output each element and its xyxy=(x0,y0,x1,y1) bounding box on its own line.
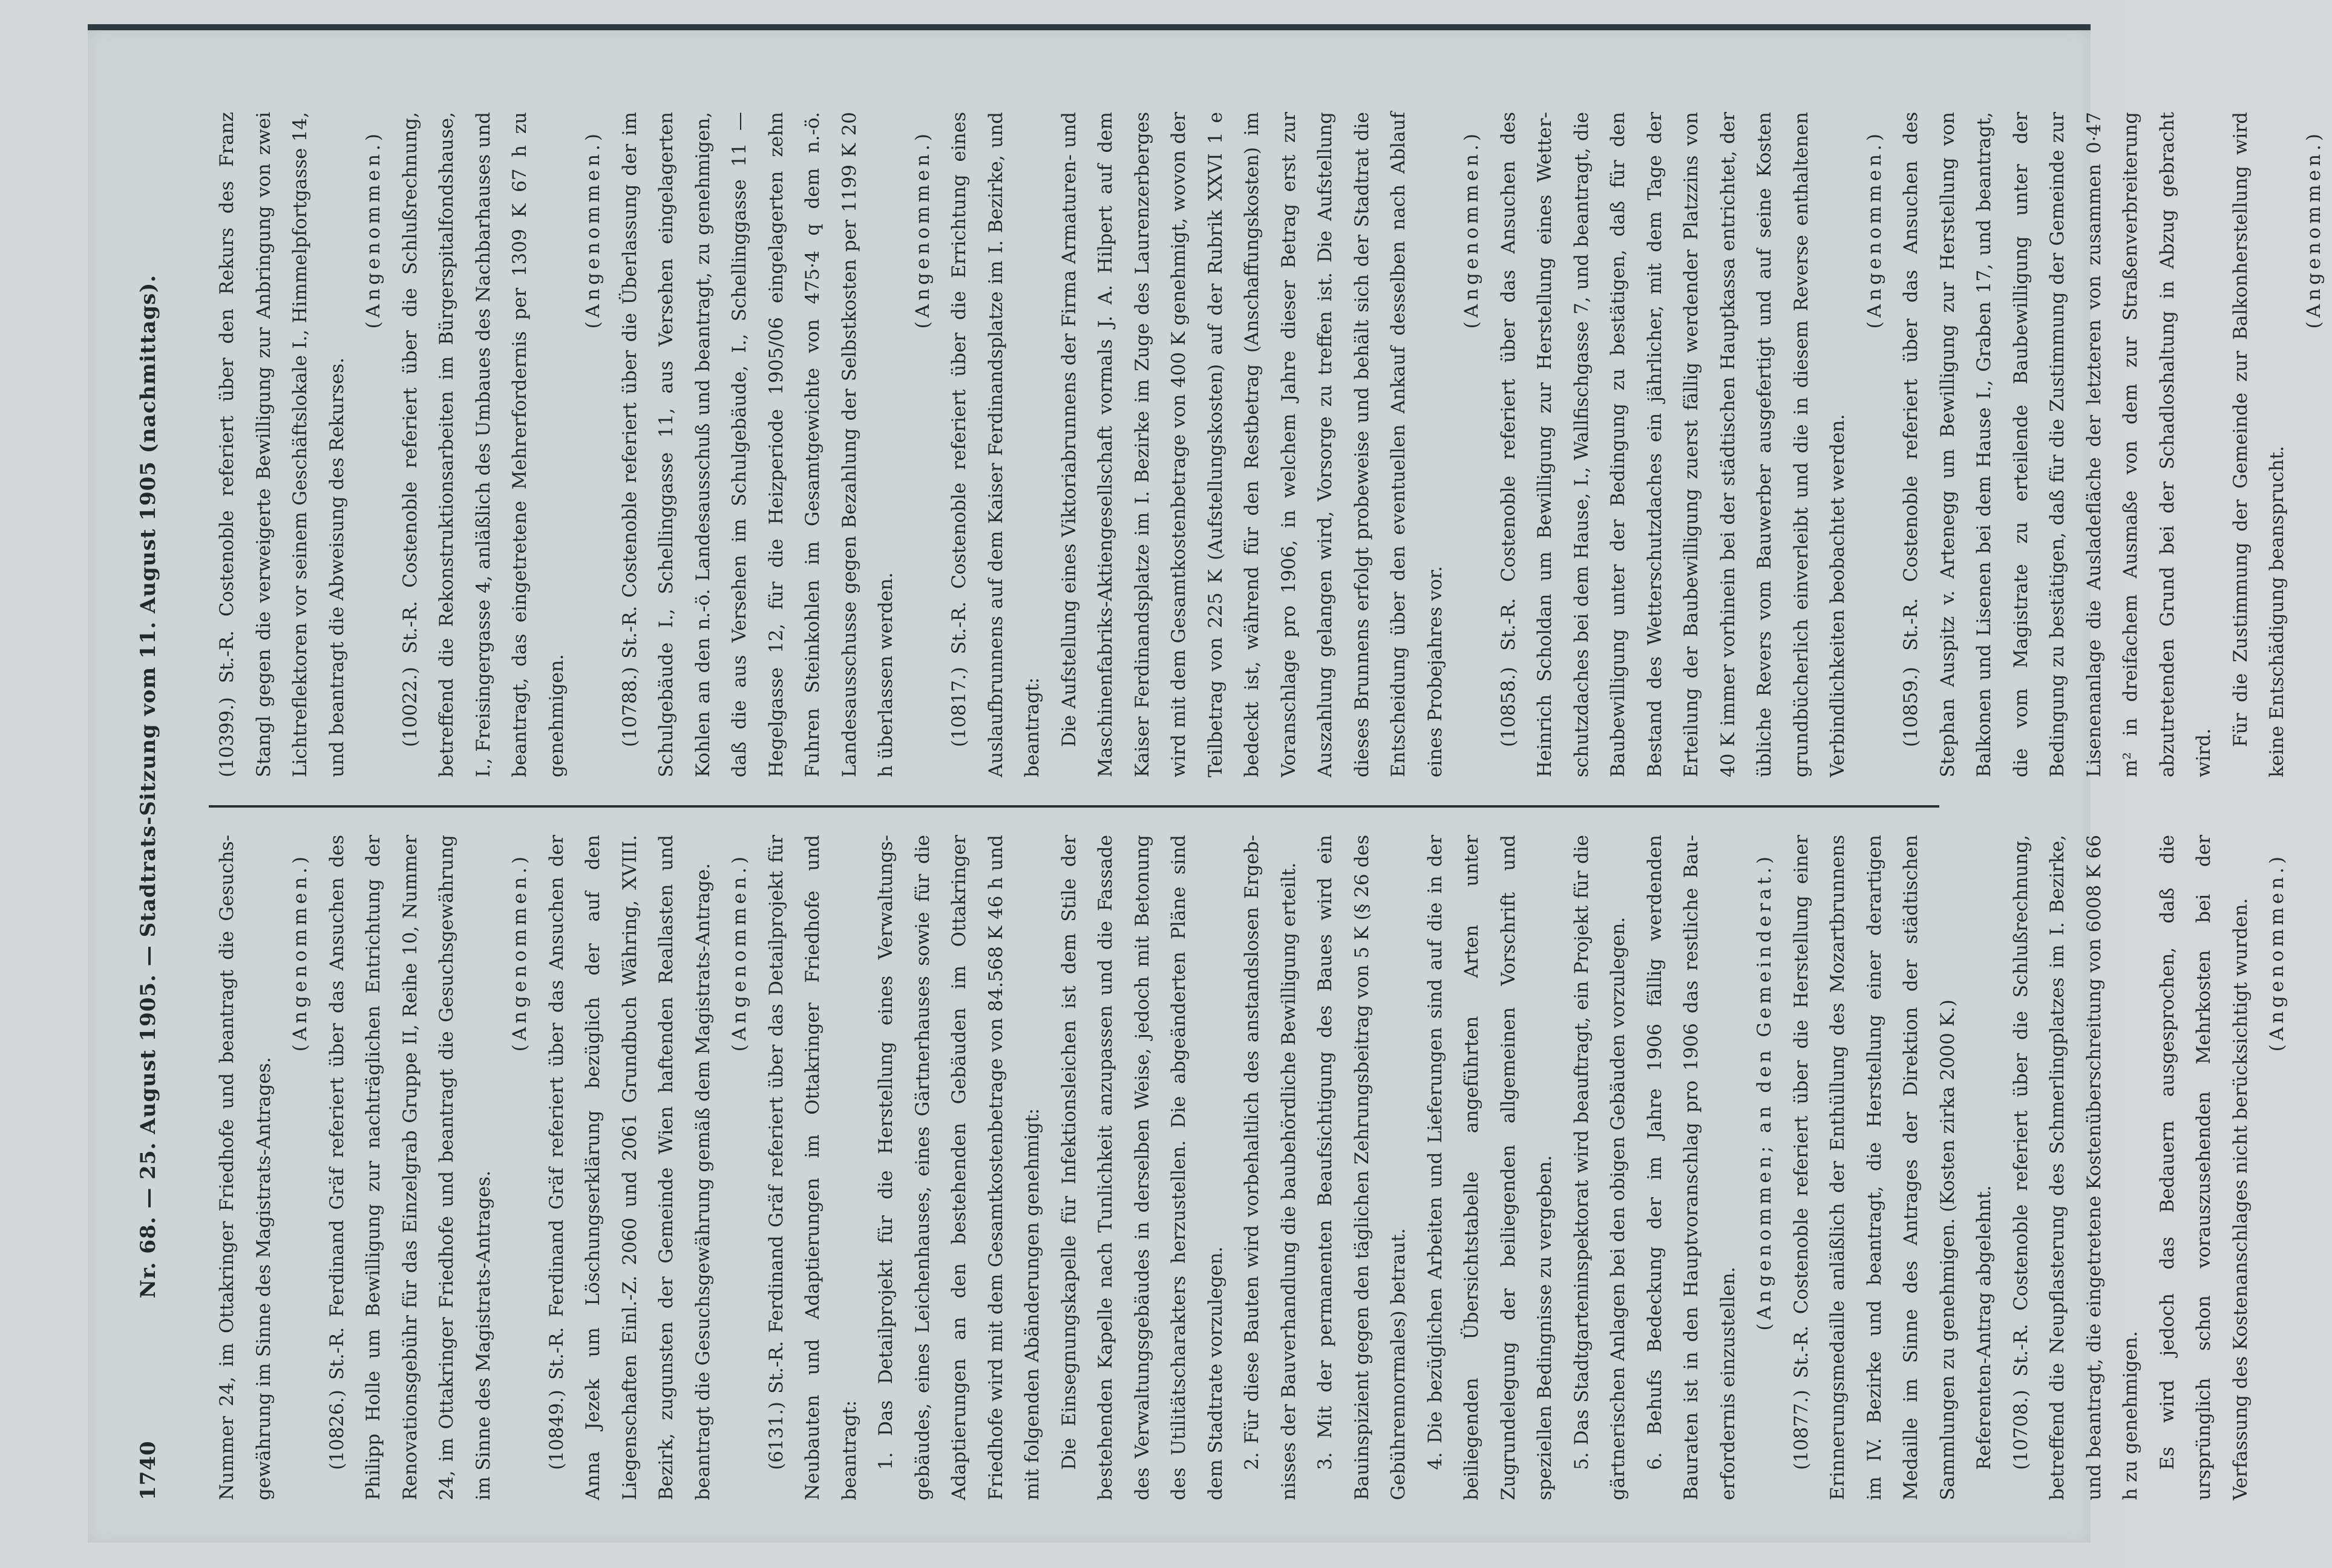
resolution-verdict: (Angenommen.) xyxy=(2302,130,2325,329)
resolution-verdict: (Angenommen.) xyxy=(362,130,384,329)
left-text-column xyxy=(209,835,2288,1500)
paragraph: 2. Für diese Bauten wird vorbehaltlich des anstandslosen Ergebnisses der Bauverhandlung die baubehördliche Bewilligung erteilt. xyxy=(1241,835,1300,1500)
right-text-column xyxy=(209,112,2325,777)
resolution-verdict: (Angenommen.) xyxy=(911,130,934,329)
resolution-verdict: (Angenommen.) xyxy=(1863,130,1885,329)
paragraph: Die Einsegnungskapelle für Infektionsleichen ist dem Stile der bestehenden Kapelle nach Tunlichkeit anzupassen und die Fassade des Verwaltungsgebäudes in derselben Weise, jedoch mit Betonung des Utilitätscharakters herzustellen. Die abgeänderten Pläne sind dem Stadtrate vorzulegen. xyxy=(1058,835,1227,1500)
running-title: Nr. 68. — 25. August 1905. — Stadtrats-Sitzung vom 11. August 1905 (nachmittags). xyxy=(136,274,160,1299)
paragraph: (10859.) St.-R. Costenoble referiert über das Ansuchen des Stephan Auspitz v. Artenegg um Bewilligung zur Herstellung von Balkonen und Lisenen bei dem Hause I., Graben 17, und beantragt, die vom Magistrate zu erteilende Baubewilligung unter der Bedingung zu bestätigen, daß für die Zustimmung der Gemeinde zur Lisenenanlage die Ausladefläche der letzteren von zusammen 0·47 m² in dreifachem Ausmaße von dem zur Straßenverbreiterung abzutretenden Grund bei der Schadloshaltung in Abzug gebracht wird. xyxy=(1900,112,2215,777)
paragraph: 1. Das Detailprojekt für die Herstellung eines Verwaltungsgebäudes, eines Leichenhauses, eines Gärtnerhauses sowie für die Adaptierungen an den bestehenden Gebäuden im Ottakringer Friedhofe wird mit dem Gesamtkostenbetrage von 84.568 K 46 h und mit folgenden Abänderungen genehmigt: xyxy=(875,835,1043,1500)
paragraph: Es wird jedoch das Bedauern ausgesprochen, daß die ursprünglich schon vorauszusehenden Mehrkosten bei der Verfassung des Kostenanschlages nicht berücksichtigt wurden. xyxy=(2156,835,2252,1500)
paragraph: Referenten-Antrag abgelehnt. xyxy=(1973,1185,1995,1470)
paragraph: Nummer 24, im Ottakringer Friedhofe und beantragt die Gesuchsgewährung im Sinne des Magistrats-Antrages. xyxy=(216,835,275,1500)
paragraph: (6131.) St.-R. Ferdinand Gräf referiert über das Detailprojekt für Neubauten und Adaptierungen im Ottakringer Friedhofe und beantragt: xyxy=(765,835,860,1500)
column-divider xyxy=(209,805,1939,808)
paragraph: (10877.) St.-R. Costenoble referiert über die Herstellung einer Erinnerungsmedaille anläßlich der Enthüllung des Mozartbrunnens im IV. Bezirke und beantragt, die Herstellung einer derartigen Medaille im Sinne des Antrages der Direktion der städtischen Sammlungen zu genehmigen. (Kosten zirka 2000 K.) xyxy=(1790,835,1959,1500)
paragraph: (10788.) St.-R. Costenoble referiert über die Überlassung der im Schulgebäude I., Schellinggasse 11, aus Versehen eingelagerten Kohlen an den n.-ö. Landesausschuß und beantragt, zu genehmigen, daß die aus Versehen im Schulgebäude, I., Schellinggasse 11 — Hegelgasse 12, für die Heizperiode 1905/06 eingelagerten zehn Fuhren Steinkohlen im Gesamtgewichte von 475·4 q dem n.-ö. Landesausschusse gegen Bezahlung der Selbstkosten per 1199 K 20 h überlassen werden. xyxy=(618,112,897,777)
running-head xyxy=(136,73,179,1500)
resolution-verdict: (Angenommen; an den Gemeinderat.) xyxy=(1754,853,1775,1331)
paragraph: (10399.) St.-R. Costenoble referiert über den Rekurs des Franz Stangl gegen die verweigerte Bewilligung zur Anbringung von zwei Lichtreflektoren vor seinem Geschäftslokale I., Himmelpfortgasse 14, und beantragt die Abweisung des Rekurses. xyxy=(216,112,348,777)
paragraph: 6. Behufs Bedeckung der im Jahre 1906 fällig werdenden Bauraten ist in den Hauptvoranschlag pro 1906 das restliche Bauerfordernis einzustellen. xyxy=(1643,835,1739,1500)
paragraph: Für die Zustimmung der Gemeinde zur Balkonherstellung wird keine Entschädigung beansprucht. xyxy=(2229,112,2288,777)
document-sheet xyxy=(88,24,2325,1543)
page-number: 1740 xyxy=(136,1440,160,1500)
paragraph: 3. Mit der permanenten Beaufsichtigung des Baues wird ein Bauinspizient gegen den täglichen Zehrungsbeitrag von 5 K (§ 26 des Gebührennormales) betraut. xyxy=(1314,835,1409,1500)
paragraph: Die Aufstellung eines Viktoriabrunnens der Firma Armaturen- und Maschinenfabriks-Aktiengesellschaft vormals J. A. Hilpert auf dem Kaiser Ferdinandsplatze im I. Bezirke im Zuge des Laurenzerberges wird mit dem Gesamtkostenbetrage von 400 K genehmigt, wovon der Teilbetrag von 225 K (Aufstellungskosten) auf der Rubrik XXVI 1 e bedeckt ist, während für den Restbetrag (Anschaffungskosten) im Voranschlage pro 1906, in welchem Jahre dieser Betrag erst zur Auszahlung gelangen wird, Vorsorge zu treffen ist. Die Aufstellung dieses Brunnens erfolgt probeweise und behält sich der Stadtrat die Entscheidung über den eventuellen Ankauf desselben nach Ablauf eines Probejahres vor. xyxy=(1058,112,1446,777)
paragraph: (10708.) St.-R. Costenoble referiert über die Schlußrechnung, betreffend die Neupflasterung des Schmerlingplatzes im I. Bezirke, und beantragt, die eingetretene Kostenüberschreitung von 6008 K 66 h zu genehmigen. xyxy=(2009,835,2141,1500)
resolution-verdict: (Angenommen.) xyxy=(729,853,750,1052)
rotated-printed-page xyxy=(88,30,2325,1543)
resolution-verdict: (Angenommen.) xyxy=(582,130,604,329)
paragraph: (10817.) St.-R. Costenoble referiert über die Errichtung eines Auslaufbrunnens auf dem Kaiser Ferdinandsplatze im I. Bezirke, und beantragt: xyxy=(948,112,1043,777)
resolution-verdict: (Angenommen.) xyxy=(2266,853,2288,1052)
resolution-verdict: (Angenommen.) xyxy=(1461,130,1482,329)
paragraph: (10826.) St.-R. Ferdinand Gräf referiert über das Ansuchen des Philipp Holle um Bewilligung zur nachträglichen Entrichtung der Renovationsgebühr für das Einzelgrab Gruppe II, Reihe 10, Nummer 24, im Ottakringer Friedhofe und beantragt die Gesuchsgewährung im Sinne des Magistrats-Antrages. xyxy=(326,835,494,1500)
paragraph: 4. Die bezüglichen Arbeiten und Lieferungen sind auf die in der beiliegenden Übersichtstabelle angeführten Arten unter Zugrundelegung der beiliegenden allgemeinen Vorschrift und speziellen Bedingnisse zu vergeben. xyxy=(1424,835,1556,1500)
resolution-verdict: (Angenommen.) xyxy=(509,853,531,1052)
paragraph: (10022.) St.-R. Costenoble referiert über die Schlußrechnung, betreffend die Rekonstruktionsarbeiten im Bürgerspitalfondshause, I., Freisingergasse 4, anläßlich des Umbaues des Nachbarhauses und beantragt, das eingetretene Mehrerfordernis per 1309 K 67 h zu genehmigen. xyxy=(399,112,568,777)
resolution-verdict: (Angenommen.) xyxy=(289,853,311,1052)
paragraph: 5. Das Stadtgarteninspektorat wird beauftragt, ein Projekt für die gärtnerischen Anlagen bei den obigen Gebäuden vorzulegen. xyxy=(1570,835,1629,1500)
paragraph: (10858.) St.-R. Costenoble referiert über das Ansuchen des Heinrich Scholdan um Bewilligung zur Herstellung eines Wetterschutzdaches bei dem Hause, I., Wallfischgasse 7, und beantragt, die Baubewilligung unter der Bedingung zu bestätigen, daß für den Bestand des Wetterschutzdaches ein jährlicher, mit dem Tage der Erteilung der Baubewilligung zuerst fällig werdender Platzzins von 40 K immer vorhinein bei der städtischen Hauptkassa entrichtet, der übliche Revers vom Bauwerber ausgefertigt und auf seine Kosten grundbücherlich einverleibt und die in diesem Reverse enthaltenen Verbindlichkeiten beobachtet werden. xyxy=(1497,112,1849,777)
paragraph: (10849.) St.-R. Ferdinand Gräf referiert über das Ansuchen der Anna Jezek um Löschungserklärung bezüglich der auf den Liegenschaften Einl.-Z. 2060 und 2061 Grundbuch Währing, XVIII. Bezirk, zugunsten der Gemeinde Wien haftenden Reallasten und beantragt die Gesuchsgewährung gemäß dem Magistrats-Antrage. xyxy=(545,835,714,1500)
